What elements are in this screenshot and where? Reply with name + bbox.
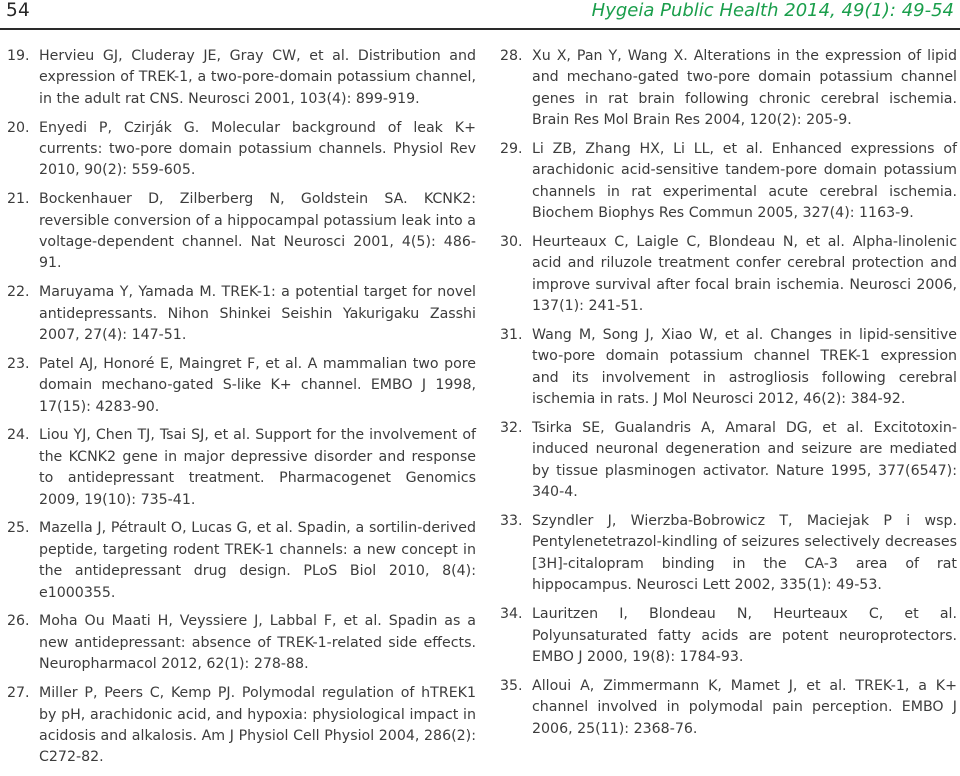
reference-number: 29. [500, 141, 523, 158]
reference-text: Lauritzen I, Blondeau N, Heurteaux C, et al. Polyunsaturated fatty acids are potent neuroprotectors. EMBO J 2000, 19(8): 1784-93. [532, 606, 957, 665]
reference-item [3, 118, 478, 182]
reference-number: 23. [7, 355, 30, 372]
reference-number: 19. [7, 48, 30, 64]
reference-text: Patel AJ, Honoré E, Maingret F, et al. A mammalian two pore domain mechano-gated S-like K+ channel. EMBO J 1998, 17(15): 4283-90. [39, 355, 476, 415]
references-right-column [496, 46, 959, 747]
reference-text: Moha Ou Maati H, Veyssiere J, Labbal F, et al. Spadin as a new antidepressant: absence of TREK-1-related side effects. Neuropharmacol 2012, 62(1): 278-88. [39, 613, 476, 673]
reference-item [496, 418, 959, 504]
reference-number: 20. [7, 119, 30, 136]
reference-text: Bockenhauer D, Zilberberg N, Goldstein SA. KCNK2: reversible conversion of a hippocampal potassium leak into a voltage-dependent channel. Nat Neurosci 2001, 4(5): 486-91. [39, 191, 476, 272]
reference-text: Xu X, Pan Y, Wang X. Alterations in the expression of lipid and mechano-gated two-pore domain potassium channel genes in rat brain following chronic cerebral ischemia. Brain Res Mol Brain Res 2004, 120(2): 205-9. [532, 48, 957, 129]
reference-number: 30. [500, 234, 523, 251]
reference-item [3, 189, 478, 275]
reference-number: 28. [500, 48, 523, 64]
reference-text: Enyedi P, Czirják G. Molecular background of leak K+ currents: two-pore domain potassium channels. Physiol Rev 2010, 90(2): 559-605. [39, 119, 476, 179]
reference-text: Miller P, Peers C, Kemp PJ. Polymodal regulation of hTREK1 by pH, arachidonic acid, and hypoxia: physiological impact in acidosis and alkalosis. Am J Physiol Cell Physiol 2004, 286(2): C272-82. [39, 685, 476, 766]
reference-item [496, 676, 959, 740]
reference-text: Maruyama Y, Yamada M. TREK-1: a potential target for novel antidepressants. Nihon Shinkei Seishin Yakurigaku Zasshi 2007, 27(4): 147-51. [39, 284, 476, 344]
reference-number: 35. [500, 677, 523, 694]
reference-item [3, 425, 478, 511]
reference-number: 21. [7, 191, 30, 208]
reference-item [3, 611, 478, 675]
reference-text: Li ZB, Zhang HX, Li LL, et al. Enhanced expressions of arachidonic acid-sensitive tandem-pore domain potassium channels in rat experimental acute cerebral ischemia. Biochem Biophys Res Commun 2005, 327(4): 1163-9. [532, 141, 957, 222]
reference-text: Hervieu GJ, Cluderay JE, Gray CW, et al. Distribution and expression of TREK-1, a two-pore-domain potassium channel, in the adult rat CNS. Neurosci 2001, 103(4): 899-919. [39, 48, 476, 107]
journal-citation: Hygeia Public Health 2014, 49(1): 49-54 [591, 0, 954, 21]
reference-number: 34. [500, 606, 523, 623]
reference-number: 31. [500, 327, 523, 344]
reference-text: Heurteaux C, Laigle C, Blondeau N, et al. Alpha-linolenic acid and riluzole treatment confer cerebral protection and improve survival after focal brain ischemia. Neurosci 2006, 137(1): 241-51. [532, 234, 957, 315]
page-number: 54 [6, 0, 30, 21]
header-divider [0, 28, 960, 30]
reference-item [496, 325, 959, 411]
reference-number: 26. [7, 613, 30, 630]
reference-item [3, 354, 478, 418]
reference-item [496, 232, 959, 318]
reference-item [3, 518, 478, 604]
reference-item [496, 139, 959, 225]
reference-number: 24. [7, 427, 30, 444]
reference-item [3, 683, 478, 769]
reference-text: Mazella J, Pétrault O, Lucas G, et al. Spadin, a sortilin-derived peptide, targeting rodent TREK-1 channels: a new concept in the antidepressant drug design. PLoS Biol 2010, 8(4): e1000355. [39, 520, 476, 601]
reference-number: 32. [500, 420, 523, 437]
reference-item [3, 282, 478, 346]
reference-item [496, 46, 959, 132]
reference-text: Tsirka SE, Gualandris A, Amaral DG, et al. Excitotoxin-induced neuronal degeneration and seizure are mediated by tissue plasminogen activator. Nature 1995, 377(6547): 340-4. [532, 420, 957, 501]
references-left-column [3, 46, 478, 776]
reference-text: Szyndler J, Wierzba-Bobrowicz T, Maciejak P i wsp. Pentylenetetrazol-kindling of seizures selectively decreases [3H]-citalopram binding in the CA-3 area of rat hippocampus. Neurosci Lett 2002, 335(1): 49-53. [532, 513, 957, 594]
reference-number: 27. [7, 685, 30, 702]
reference-text: Alloui A, Zimmermann K, Mamet J, et al. TREK-1, a K+ channel involved in polymodal pain perception. EMBO J 2006, 25(11): 2368-76. [532, 677, 957, 737]
reference-text: Liou YJ, Chen TJ, Tsai SJ, et al. Support for the involvement of the KCNK2 gene in major depressive disorder and response to antidepressant treatment. Pharmacogenet Genomics 2009, 19(10): 735-41. [39, 427, 476, 508]
reference-number: 25. [7, 520, 30, 537]
reference-item [496, 511, 959, 597]
reference-number: 22. [7, 284, 30, 301]
reference-item [496, 604, 959, 668]
reference-text: Wang M, Song J, Xiao W, et al. Changes in lipid-sensitive two-pore domain potassium channel TREK-1 expression and its involvement in astrogliosis following cerebral ischemia in rats. J Mol Neurosci 2012, 46(2): 384-92. [532, 327, 957, 408]
reference-item [3, 46, 478, 110]
reference-number: 33. [500, 513, 523, 530]
